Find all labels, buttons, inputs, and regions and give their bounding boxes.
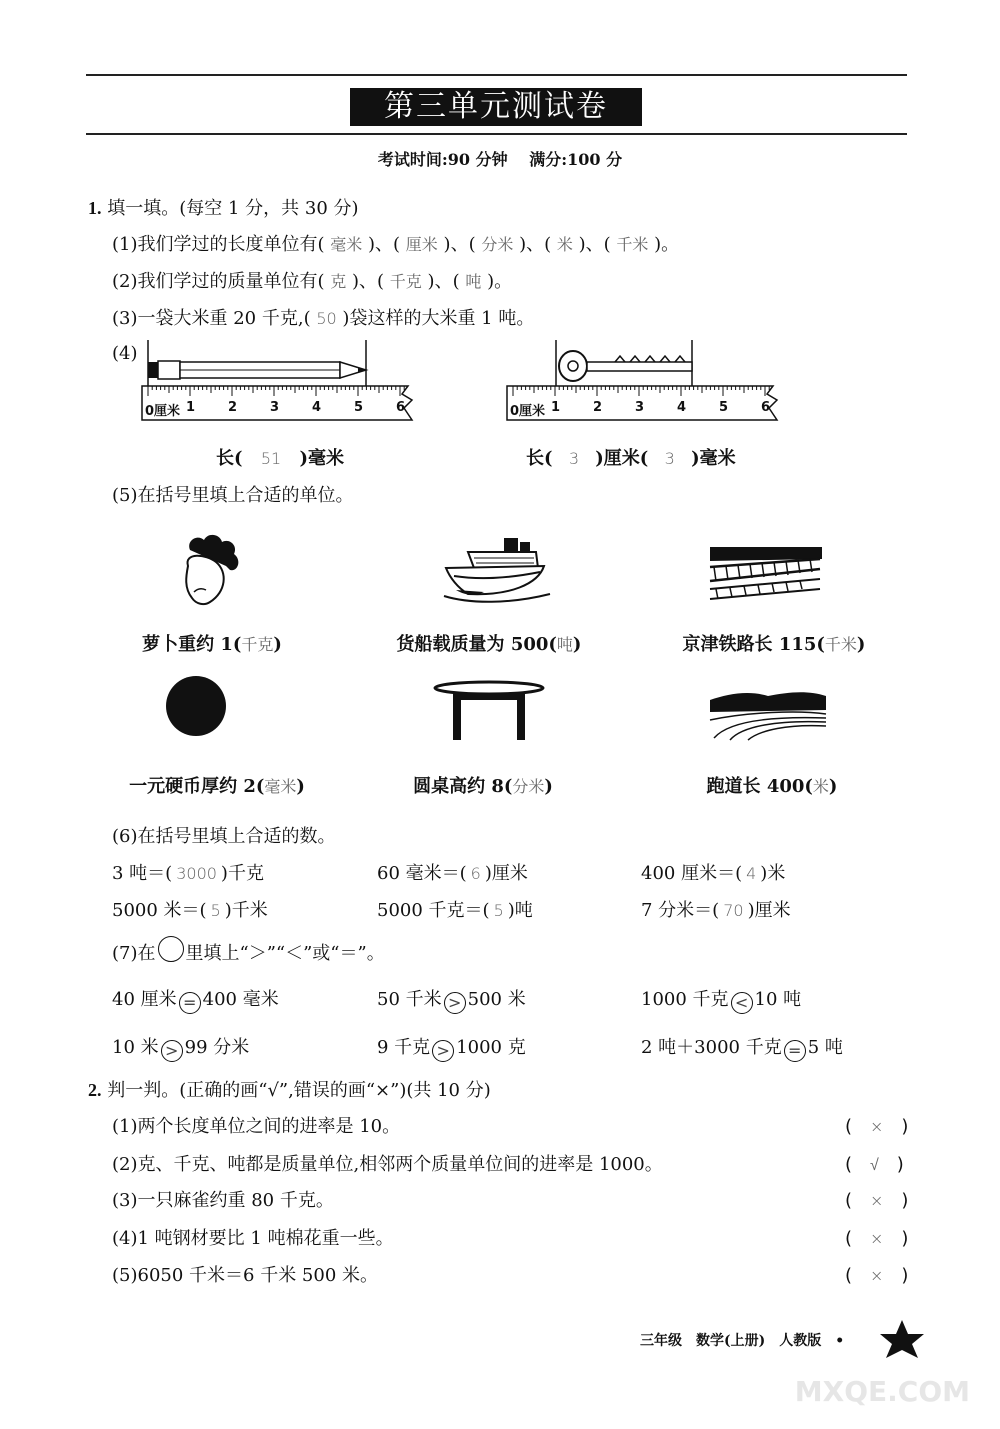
ruler-tick-label: 4 <box>312 400 322 415</box>
title-rule <box>86 133 907 135</box>
q1-7-text: 里填上“＞”“＜”或“＝”。 <box>185 943 385 964</box>
ruler-tick-label: 2 <box>228 400 238 415</box>
answer[interactable]: 千克 <box>389 272 422 291</box>
pencil-ruler-figure <box>140 340 430 430</box>
answer[interactable]: 厘米 <box>405 235 438 254</box>
answer[interactable]: 50 <box>316 309 337 328</box>
q1-7-item-4 <box>112 1033 249 1062</box>
answer[interactable]: 米 <box>812 777 829 796</box>
conversion-text: 5000 米＝( <box>112 900 207 921</box>
q1-7-item-3 <box>641 985 801 1014</box>
q2-heading-text: 判一判。(正确的画“√”,错误的画“×”)(共 10 分) <box>107 1080 491 1101</box>
star-mascot-icon <box>872 1318 932 1358</box>
bracket: )、( <box>519 234 552 255</box>
compare-sign[interactable]: = <box>784 1040 806 1062</box>
round-table-icon <box>433 680 545 742</box>
conversion-text: )千米 <box>224 900 268 921</box>
answer[interactable]: 毫米 <box>330 235 363 254</box>
ruler-tick-label: 5 <box>354 400 364 415</box>
compare-left: 9 千克 <box>377 1037 431 1058</box>
compare-left: 40 厘米 <box>112 989 177 1010</box>
key-ruler-figure <box>505 340 795 430</box>
conversion-text: 60 毫米＝( <box>377 863 467 884</box>
compare-right: 99 分米 <box>184 1037 250 1058</box>
caption-text: ) <box>856 634 866 655</box>
q1-2 <box>112 267 512 293</box>
answer[interactable]: × <box>870 1117 884 1136</box>
compare-sign[interactable]: = <box>179 992 201 1014</box>
q1-6-label: (6)在括号里填上合适的数。 <box>112 826 336 847</box>
ruler-tick-label: 1 <box>551 400 561 415</box>
q2-item-3: (3)一只麻雀约重 80 千克。 <box>112 1190 334 1211</box>
caption-text: 货船载质量为 500( <box>396 634 557 655</box>
q1-5-label: (5)在括号里填上合适的单位。 <box>112 485 354 506</box>
q1-7-label <box>112 936 385 965</box>
q1-number: 1. <box>88 198 102 218</box>
caption-text: 萝卜重约 1( <box>142 634 242 655</box>
compare-right: 10 吨 <box>754 989 802 1010</box>
answer[interactable]: 3 <box>568 449 579 468</box>
q2-answer-4: ( × ) <box>845 1228 909 1249</box>
q2-item-1: (1)两个长度单位之间的进率是 10。 <box>112 1116 401 1137</box>
answer[interactable]: √ <box>870 1155 879 1174</box>
q2-item-5: (5)6050 千米＝6 千米 500 米。 <box>112 1265 379 1286</box>
answer[interactable]: 51 <box>260 449 282 468</box>
q1-5-item-6 <box>707 772 838 798</box>
answer[interactable]: 分米 <box>512 777 545 796</box>
cargo-ship-icon <box>440 530 552 606</box>
answer[interactable]: 千克 <box>241 635 274 654</box>
q1-3-text: (3)一袋大米重 20 千克,( <box>112 308 311 329</box>
conversion-text: 400 厘米＝( <box>641 863 743 884</box>
q1-7-item-1 <box>112 985 279 1014</box>
ruler1-zero: 0厘米 <box>145 404 181 419</box>
bracket: )、( <box>368 234 401 255</box>
q1-1 <box>112 230 679 256</box>
caption-text: )厘米( <box>595 448 649 469</box>
bracket: )。 <box>654 234 680 255</box>
q1-heading-text: 填一填。(每空 1 分，共 30 分) <box>107 198 359 219</box>
caption-text: 跑道长 400( <box>706 776 813 797</box>
q2-item-2: (2)克、千克、吨都是质量单位,相邻两个质量单位间的进率是 1000。 <box>112 1154 663 1175</box>
q1-6-item-1 <box>112 859 264 885</box>
q1-4-caption-2 <box>526 444 736 470</box>
page-title: 第三单元测试卷 <box>350 88 642 126</box>
caption-text: ) <box>273 634 282 655</box>
q1-7-text: (7)在 <box>112 943 156 964</box>
ruler-tick-label: 6 <box>396 400 406 415</box>
compare-sign[interactable]: < <box>731 992 753 1014</box>
answer[interactable]: 千米 <box>616 235 649 254</box>
q2-answer-3: ( × ) <box>845 1190 909 1211</box>
answer[interactable]: 6 <box>470 864 481 883</box>
q2-number: 2. <box>88 1080 102 1100</box>
q1-6-item-3 <box>641 859 785 885</box>
q2-heading <box>88 1076 491 1102</box>
answer[interactable]: 分米 <box>481 235 514 254</box>
answer[interactable]: 70 <box>723 901 744 920</box>
q2-item-4: (4)1 吨钢材要比 1 吨棉花重一些。 <box>112 1228 394 1249</box>
caption-text: ) <box>828 776 838 797</box>
conversion-text: )厘米 <box>484 863 528 884</box>
q1-6-item-6 <box>641 896 791 922</box>
q1-3 <box>112 304 534 330</box>
watermark: MXQE.COM <box>794 1375 970 1408</box>
q2-answer-1: ( × ) <box>845 1116 909 1137</box>
caption-text: ) <box>296 776 305 797</box>
exam-info: 考试时间:90 分钟 满分:100 分 <box>377 150 623 169</box>
conversion-text: 5000 千克＝( <box>377 900 490 921</box>
compare-left: 1000 千克 <box>641 989 729 1010</box>
caption-text: 长( <box>526 448 553 469</box>
answer[interactable]: 3000 <box>176 864 217 883</box>
q1-2-text: (2)我们学过的质量单位有( <box>112 271 325 292</box>
ruler-tick-label: 5 <box>719 400 729 415</box>
answer[interactable]: 5 <box>210 901 221 920</box>
compare-right: 400 毫米 <box>202 989 279 1010</box>
compare-right: 5 吨 <box>807 1037 843 1058</box>
q1-5-item-1 <box>142 630 282 656</box>
q1-5-item-5 <box>413 772 553 798</box>
q1-5-item-2 <box>397 630 582 656</box>
answer[interactable]: × <box>870 1229 884 1248</box>
conversion-text: )米 <box>760 863 786 884</box>
ruler-tick-label: 3 <box>270 400 280 415</box>
page-footer: 三年级 数学(上册) 人教版 • <box>640 1333 845 1349</box>
top-rule <box>86 74 907 76</box>
answer[interactable]: 吨 <box>465 272 482 291</box>
q2-answer-5: ( × ) <box>845 1265 909 1286</box>
q1-6-item-5 <box>377 896 533 922</box>
caption-text: 圆桌高约 8( <box>413 776 513 797</box>
q1-7-item-6 <box>641 1033 843 1062</box>
caption-text: ) <box>544 776 553 797</box>
compare-left: 2 吨＋3000 千克 <box>641 1037 782 1058</box>
conversion-text: )厘米 <box>747 900 791 921</box>
answer[interactable]: 吨 <box>556 635 573 654</box>
bracket: )。 <box>487 271 513 292</box>
q1-6-item-2 <box>377 859 528 885</box>
answer[interactable]: × <box>870 1266 884 1285</box>
caption-text: 京津铁路长 115( <box>682 634 825 655</box>
answer[interactable]: 千米 <box>824 635 857 654</box>
q1-4-caption-1 <box>216 444 344 470</box>
compare-right: 1000 克 <box>456 1037 526 1058</box>
answer[interactable]: 4 <box>746 864 757 883</box>
q1-heading <box>88 194 359 220</box>
running-track-icon <box>708 690 828 742</box>
railway-icon <box>708 545 824 605</box>
caption-text: )毫米 <box>299 448 344 469</box>
caption-text: 长( <box>216 448 243 469</box>
compare-left: 50 千米 <box>377 989 442 1010</box>
compare-right: 500 米 <box>467 989 526 1010</box>
compare-sign[interactable]: > <box>161 1040 183 1062</box>
q1-5-item-3 <box>683 630 866 656</box>
answer[interactable]: 米 <box>556 235 573 254</box>
bracket: )、( <box>578 234 611 255</box>
q1-5-item-4 <box>129 772 305 798</box>
q1-4-label: (4) <box>112 343 138 364</box>
bracket: )、( <box>443 234 476 255</box>
ruler-tick-label: 1 <box>186 400 196 415</box>
bracket: )、( <box>352 271 385 292</box>
bracket: )、( <box>427 271 460 292</box>
circle-placeholder-icon <box>158 936 184 962</box>
answer[interactable]: 5 <box>493 901 504 920</box>
ruler2-zero: 0厘米 <box>510 404 546 419</box>
answer[interactable]: 克 <box>330 272 347 291</box>
ruler-tick-label: 4 <box>677 400 687 415</box>
caption-text: 一元硬币厚约 2( <box>129 776 265 797</box>
ruler-tick-label: 3 <box>635 400 645 415</box>
q1-7-item-5 <box>377 1033 526 1062</box>
coin-icon <box>164 674 228 738</box>
compare-sign[interactable]: > <box>432 1040 454 1062</box>
compare-left: 10 米 <box>112 1037 159 1058</box>
q2-answer-2: ( √ ) <box>845 1154 904 1175</box>
answer[interactable]: 3 <box>664 449 675 468</box>
compare-sign[interactable]: > <box>444 992 466 1014</box>
caption-text: ) <box>572 634 582 655</box>
q1-6-item-4 <box>112 896 268 922</box>
radish-icon <box>176 532 248 610</box>
answer[interactable]: × <box>870 1191 884 1210</box>
conversion-text: 7 分米＝( <box>641 900 720 921</box>
q1-3-text-end: )袋这样的大米重 1 吨。 <box>342 308 535 329</box>
q1-7-item-2 <box>377 985 526 1014</box>
caption-text: )毫米 <box>691 448 736 469</box>
conversion-text: 3 吨＝( <box>112 863 173 884</box>
ruler-tick-label: 6 <box>761 400 771 415</box>
conversion-text: )吨 <box>507 900 533 921</box>
answer[interactable]: 毫米 <box>264 777 297 796</box>
ruler-tick-label: 2 <box>593 400 603 415</box>
conversion-text: )千克 <box>220 863 264 884</box>
q1-1-text: (1)我们学过的长度单位有( <box>112 234 325 255</box>
